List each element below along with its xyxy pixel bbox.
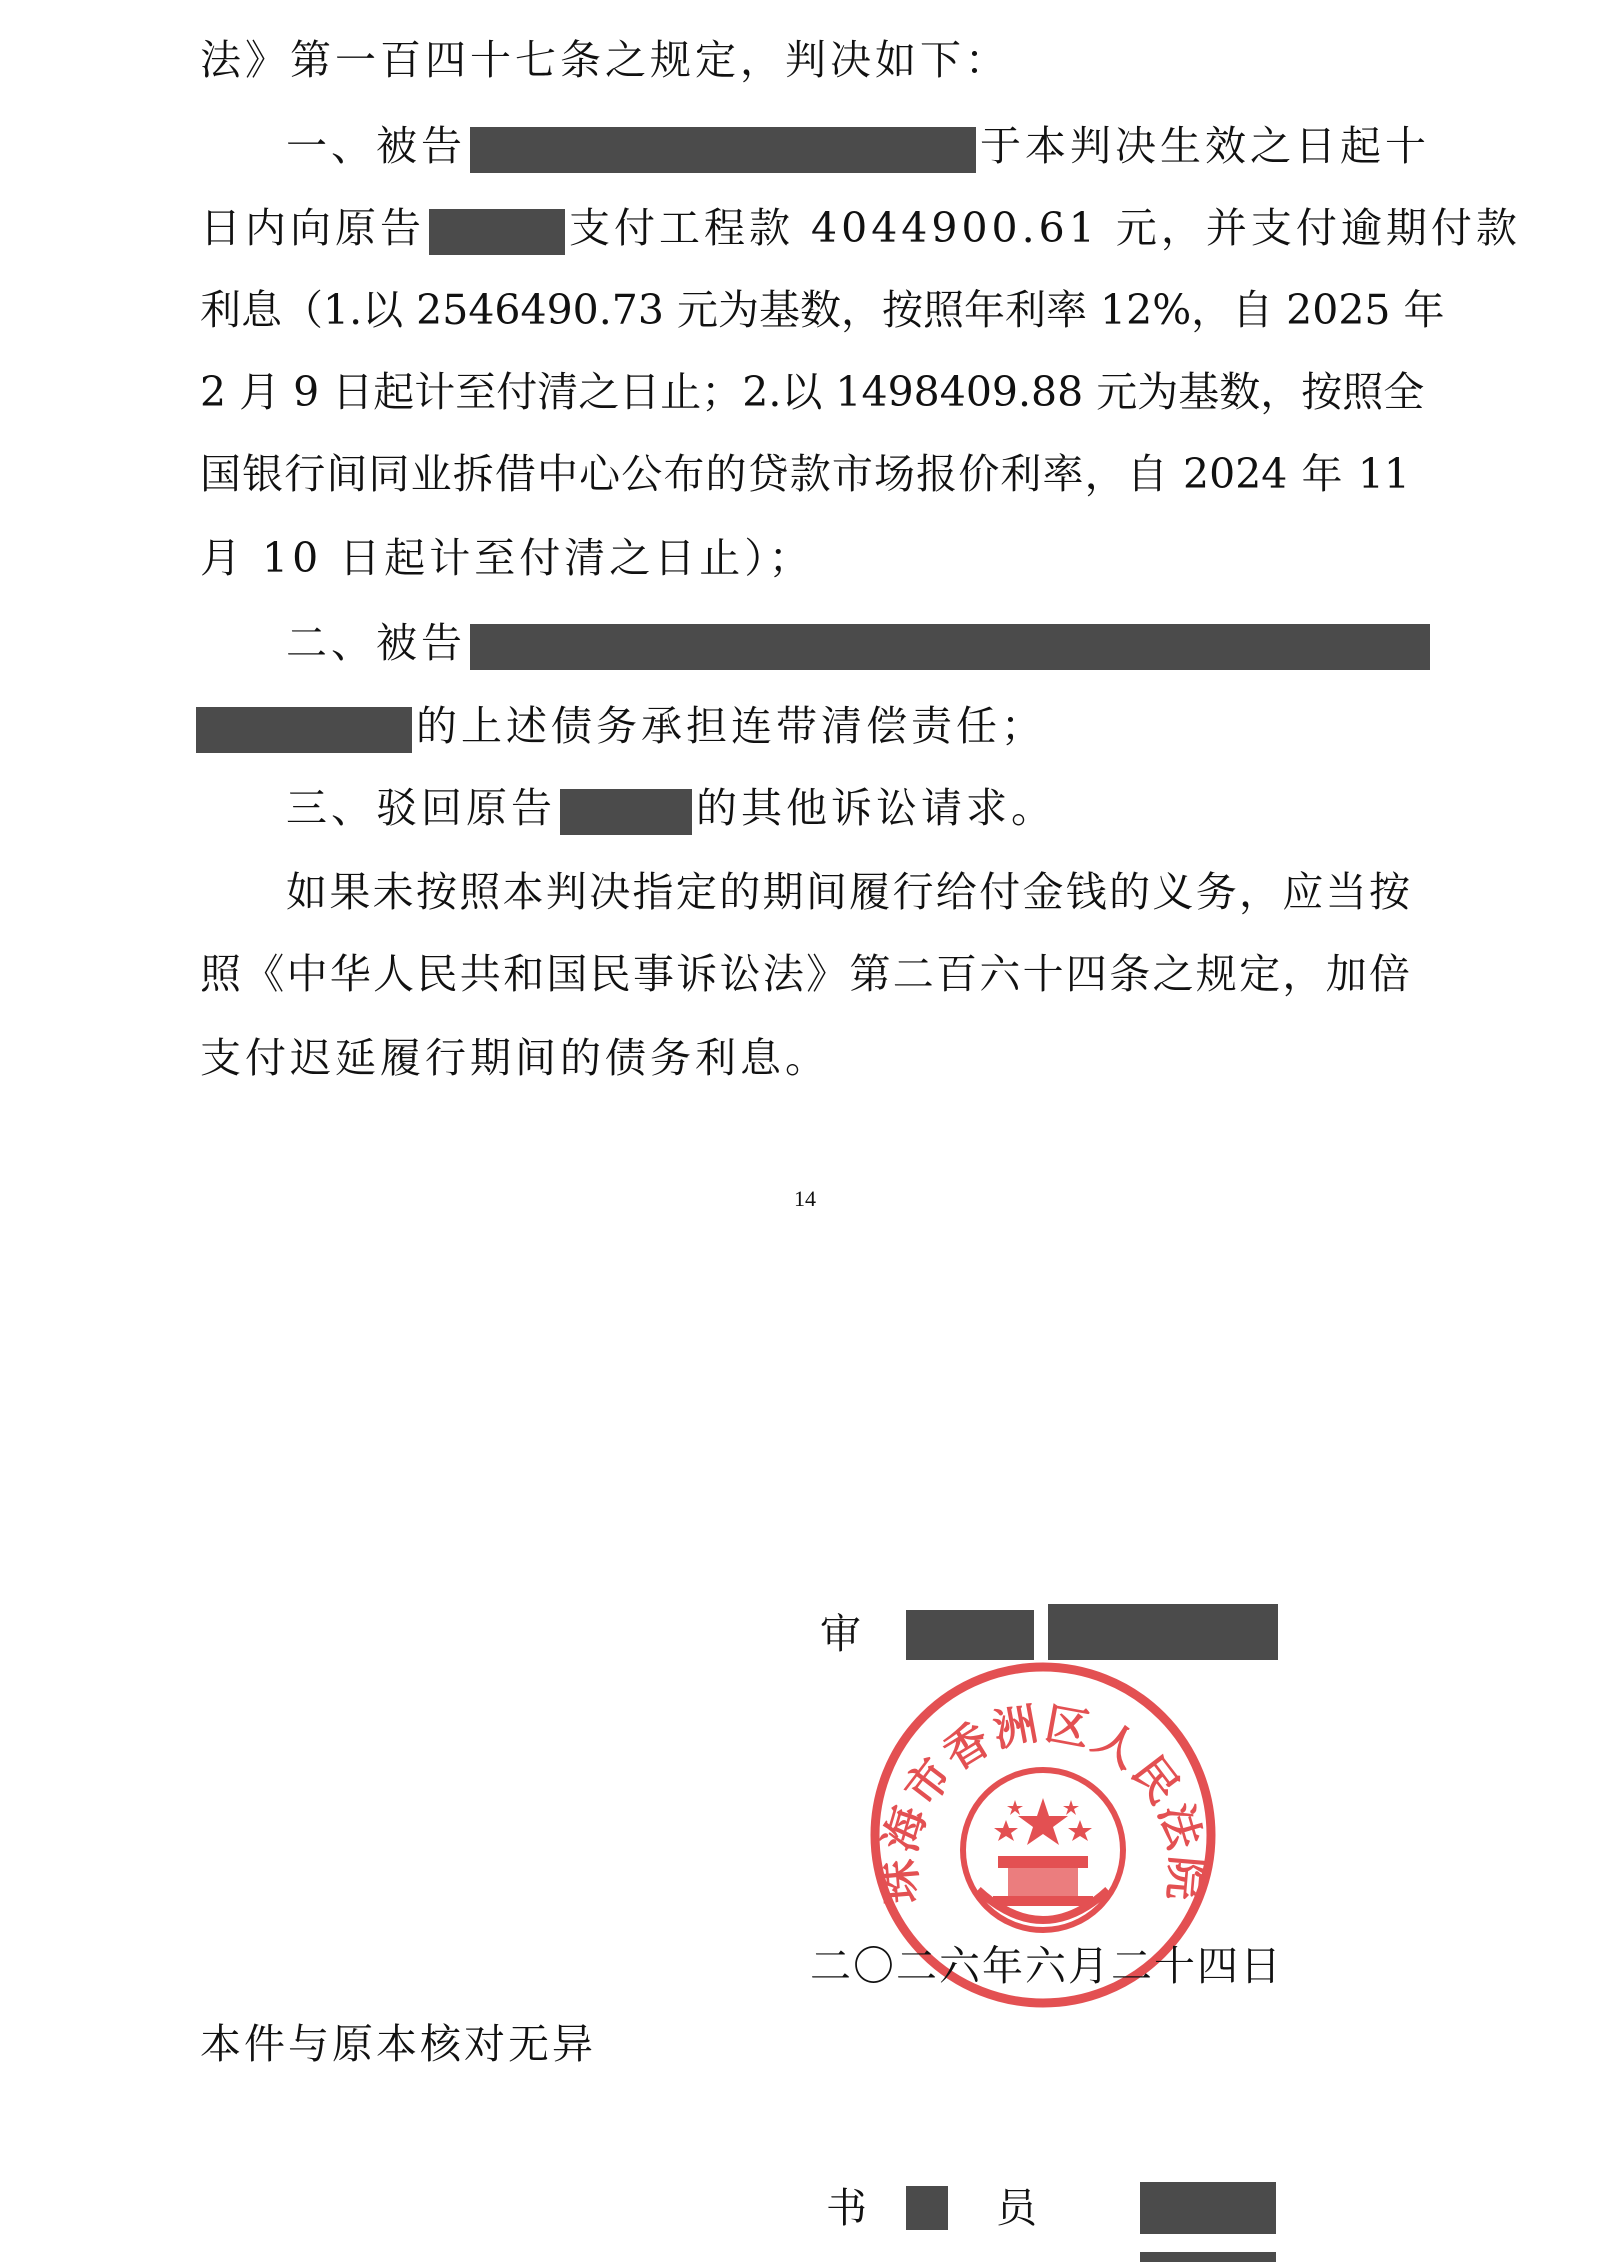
judgment-date: 二〇二六年六月二十四日 (810, 1942, 1283, 1990)
line3-suffix: 支付工程款 4044900.61 元，并支付逾期付款 (569, 204, 1521, 252)
judge-label: 审 (820, 1610, 861, 1658)
line9-suffix: 的上述债务承担连带清偿责任； (416, 702, 1046, 750)
redacted-clerk-name-2 (1140, 2252, 1276, 2262)
redacted-defendant-2-cont (196, 707, 412, 753)
item1-prefix: 一、被告 (286, 122, 466, 170)
judgment-item-2 (286, 613, 1410, 673)
item1-suffix: 于本判决生效之日起十 (980, 122, 1430, 170)
judgment-line-9 (196, 696, 1406, 756)
paragraph-line-3: 支付迟延履行期间的债务利息。 (200, 1034, 830, 1082)
judgment-line-7: 月 10 日起计至付清之日止）； (200, 534, 814, 582)
redacted-judge-name-1 (906, 1610, 1034, 1660)
redacted-clerk-mark (906, 2186, 948, 2230)
verification-statement: 本件与原本核对无异 (200, 2020, 596, 2068)
redacted-defendant-1 (470, 127, 976, 173)
national-emblem-icon (963, 1770, 1123, 1930)
item3-prefix: 三、驳回原告 (286, 784, 556, 832)
redacted-clerk-name (1140, 2182, 1276, 2234)
judgment-line-4: 利息（1.以 2546490.73 元为基数，按照年利率 12%，自 2025 年 (200, 286, 1445, 334)
judgment-line-1: 法》第一百四十七条之规定，判决如下： (200, 36, 1010, 84)
redacted-judge-name-2 (1048, 1604, 1278, 1660)
redacted-plaintiff-1 (429, 209, 565, 255)
paragraph-line-2: 照《中华人民共和国民事诉讼法》第二百六十四条之规定，加倍 (200, 950, 1410, 998)
page-number: 14 (794, 1186, 816, 1211)
item3-suffix: 的其他诉讼请求。 (696, 784, 1056, 832)
paragraph-line-1: 如果未按照本判决指定的期间履行给付金钱的义务，应当按 (286, 868, 1410, 916)
seal-text: 珠海市香洲区人民法院 (873, 1698, 1213, 1906)
redacted-defendant-2 (470, 624, 1430, 670)
judgment-line-5: 2 月 9 日起计至付清之日止；2.以 1498409.88 元为基数，按照全 (200, 368, 1425, 416)
judgment-line-3 (200, 198, 1521, 258)
clerk-label-1: 书 (826, 2184, 867, 2232)
redacted-plaintiff-2 (560, 789, 692, 835)
clerk-label-2: 员 (996, 2184, 1037, 2232)
judgment-item-1 (286, 116, 1430, 176)
item2-prefix: 二、被告 (286, 619, 466, 667)
judgment-item-3 (286, 778, 1410, 838)
line3-prefix: 日内向原告 (200, 204, 425, 252)
judgment-line-6: 国银行间同业拆借中心公布的贷款市场报价利率，自 2024 年 11 (200, 450, 1410, 498)
